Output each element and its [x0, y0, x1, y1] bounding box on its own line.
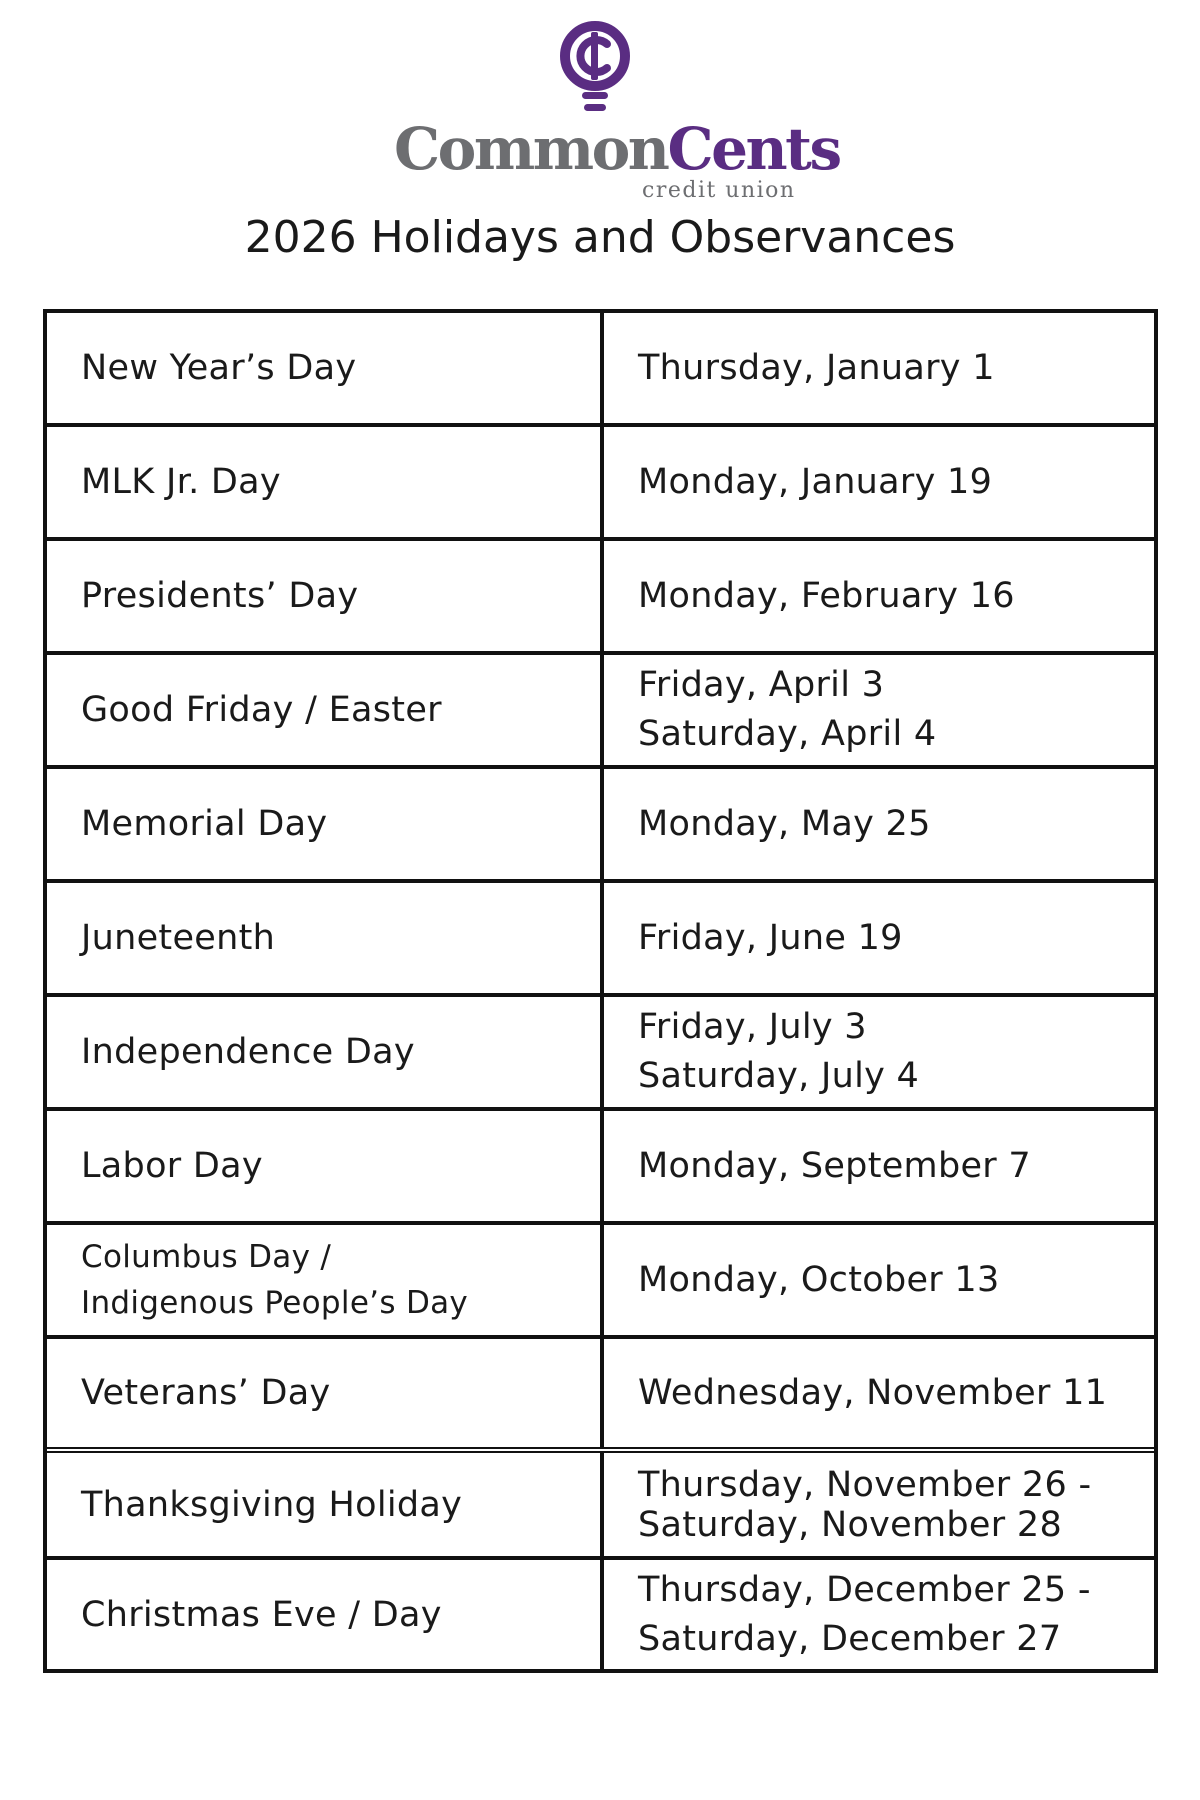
holiday-name: Independence Day	[47, 997, 604, 1107]
brand-logo	[0, 18, 1200, 208]
table-row	[47, 1225, 1154, 1339]
table-row	[47, 655, 1154, 769]
brand-wordmark-common: Common	[394, 115, 668, 183]
holiday-date-line: Friday, April 3	[638, 665, 885, 705]
brand-wordmark	[394, 115, 840, 183]
holiday-name: Juneteenth	[47, 883, 604, 993]
holiday-date: Monday, October 13	[638, 1259, 1000, 1300]
page-title: 2026 Holidays and Observances	[244, 212, 956, 263]
holiday-date: Monday, January 19	[638, 461, 993, 502]
holiday-name-line: Indigenous People’s Day	[81, 1285, 469, 1321]
holiday-date	[604, 997, 1154, 1107]
holiday-date-line: Friday, July 3	[638, 1007, 867, 1047]
holiday-date: Monday, February 16	[638, 575, 1015, 616]
table-row	[47, 997, 1154, 1111]
holiday-name: Memorial Day	[47, 769, 604, 879]
holiday-date-line: Saturday, July 4	[638, 1056, 920, 1096]
holiday-date-line: Saturday, November 28	[638, 1504, 1063, 1545]
holiday-name-line: Columbus Day /	[81, 1239, 332, 1275]
holidays-table	[43, 309, 1158, 1673]
table-row	[47, 1111, 1154, 1225]
holiday-date: Monday, September 7	[638, 1145, 1031, 1186]
holiday-date-line: Thursday, December 25 -	[638, 1569, 1091, 1610]
holiday-date-line: Thursday, November 26 -	[638, 1464, 1092, 1505]
holiday-date-line: Saturday, December 27	[638, 1618, 1062, 1659]
holiday-name: Thanksgiving Holiday	[47, 1453, 604, 1556]
holiday-name: New Year’s Day	[47, 313, 604, 423]
holiday-date: Thursday, January 1	[638, 347, 995, 388]
holiday-date: Monday, May 25	[638, 803, 931, 844]
brand-subtitle: credit union	[642, 178, 796, 203]
holiday-name: MLK Jr. Day	[47, 427, 604, 537]
table-row	[47, 541, 1154, 655]
lightbulb-cent-icon	[557, 18, 633, 122]
brand-wordmark-cents: Cents	[667, 115, 840, 183]
holiday-name: Christmas Eve / Day	[47, 1560, 604, 1669]
table-row	[47, 1453, 1154, 1560]
holiday-date	[604, 655, 1154, 765]
table-row	[47, 313, 1154, 427]
table-row	[47, 427, 1154, 541]
holiday-date	[604, 1453, 1154, 1556]
holiday-date: Wednesday, November 11	[638, 1372, 1108, 1413]
holiday-name: Good Friday / Easter	[47, 655, 604, 765]
holiday-date	[604, 1560, 1154, 1669]
holiday-name: Veterans’ Day	[47, 1339, 604, 1447]
table-row	[47, 769, 1154, 883]
holiday-date-line: Saturday, April 4	[638, 714, 937, 754]
holiday-name	[47, 1225, 604, 1335]
holiday-name: Labor Day	[47, 1111, 604, 1221]
table-row	[47, 1339, 1154, 1453]
table-row	[47, 1560, 1154, 1669]
holiday-date: Friday, June 19	[638, 917, 903, 958]
holiday-name: Presidents’ Day	[47, 541, 604, 651]
table-row	[47, 883, 1154, 997]
